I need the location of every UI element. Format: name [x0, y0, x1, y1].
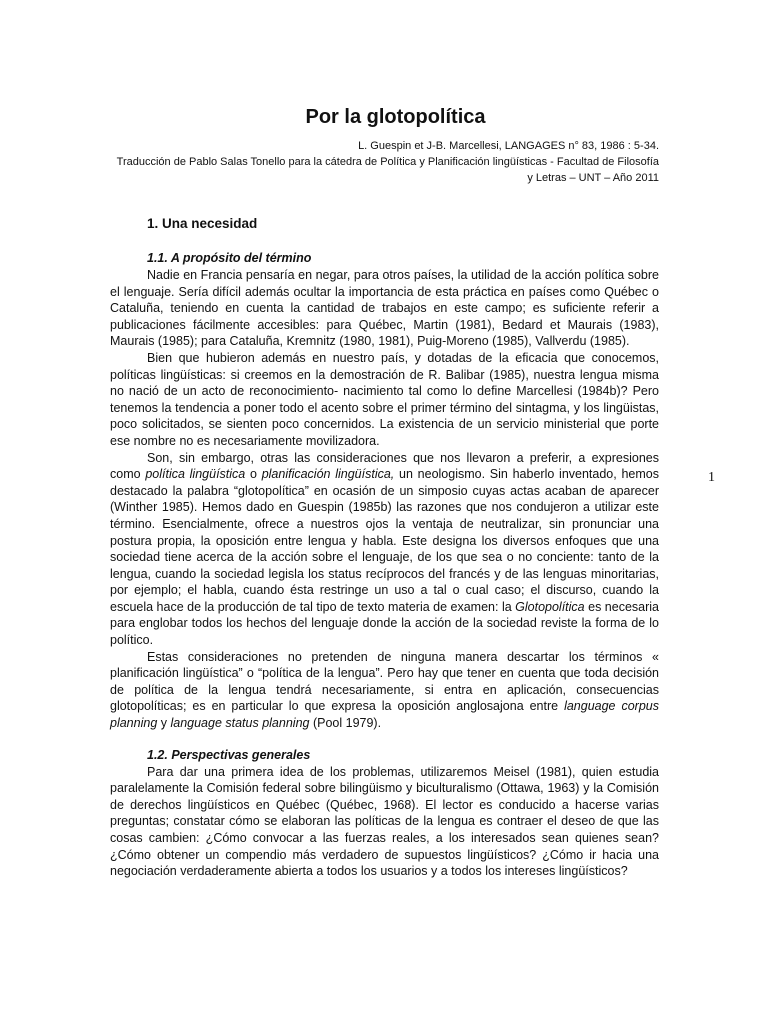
document-body	[110, 104, 659, 880]
paragraph-3: Son, sin embargo, otras las consideraciones que nos llevaron a preferir, a expresiones como política lingüística o planificación lingüística, un neologismo. Sin haberlo inventado, hemos destacado la palabra “glotopolítica” en ocasión de un simposio cuyas actas acaban de aparecer (Winther 1985). Hemos dado en Guespin (1985b) las razones que nos condujeron a utilizar este término. Esencialmente, ofrece a nuestros ojos la ventaja de neutralizar, sin pronunciar una postura propia, la oposición entre lengua y habla. Este designa los diversos enfoques que una sociedad tiene acerca de la acción sobre el lenguaje, de los que sea o no conciente: tanto de la lengua, cuando la sociedad legisla los status recíprocos del francés y de las lenguas minoritarias, por ejemplo; el habla, cuando ésta restringe un uso a tal o cual caso; el discurso, cuando la escuela hace de la producción de tal tipo de texto materia de examen: la Glotopolítica es necesaria para englobar todos los hechos del lenguaje donde la acción de la sociedad reviste la forma de lo político.	[110, 450, 659, 648]
paragraph-5: Para dar una primera idea de los problemas, utilizaremos Meisel (1981), quien estudia paralelamente la Comisión federal sobre bilingüismo y biculturalismo (Ottawa, 1963) y la Comisión de derechos lingüísticos en Québec (Québec, 1968). El lector es conducido a hacerse varias preguntas; constatar cómo se elaboran las políticas de la lengua es contraer el deseo de que las cosas cambien: ¿Cómo convocar a las fuerzas reales, a los interesados sean quienes sean? ¿Cómo obtener un compendio más verdadero de supuestos lingüísticos? ¿Cómo ir hacia una negociación verdaderamente abierta a todos los usuarios y a todos los intereses lingüísticos?	[110, 764, 659, 879]
subsection-heading-1-2: 1.2. Perspectivas generales	[147, 747, 311, 762]
paragraph-1: Nadie en Francia pensaría en negar, para otros países, la utilidad de la acción política sobre el lenguaje. Sería difícil además ocultar la importancia de esta práctica en países como Québec o Cataluña, teniendo en cuenta la cantidad de trabajos en este campo; es suficiente referir a publicaciones fácilmente accesibles: para Québec, Martin (1981), Bedard et Maurais (1983), Maurais (1985); para Cataluña, Kremnitz (1980, 1981), Puig-Moreno (1985), Vallverdu (1985).	[110, 268, 659, 349]
subsection-heading-1-1: 1.1. A propósito del término	[147, 251, 312, 265]
citation-line: L. Guespin et J-B. Marcellesi, LANGAGES n° 83, 1986 : 5-34.	[358, 140, 659, 152]
translation-credit: Traducción de Pablo Salas Tonello para la cátedra de Política y Planificación lingüísticas - Facultad de Filosofía y Letras – UNT – Año 2011	[116, 156, 659, 184]
section-heading-1: 1. Una necesidad	[147, 216, 258, 231]
paragraph-2: Bien que hubieron además en nuestro país, y dotadas de la eficacia que conocemos, políticas lingüísticas: si creemos en la demostración de R. Balibar (1985), nuestra lengua misma no nació de un acto de reconocimiento- nacimiento tal como lo define Marcellesi (1984b)? Pero tenemos la tendencia a poner todo el acento sobre el primer término del sintagma, y los lingüistas, poco solicitados, se sienten poco concernidos. La existencia de un servicio ministerial que porte ese nombre no es necesariamente movilizadora.	[110, 350, 659, 448]
document-title: Por la glotopolítica	[305, 106, 486, 128]
paragraph-4: Estas consideraciones no pretenden de ninguna manera descartar los términos « planificación lingüística” o “política de la lengua”. Pero hay que tener en cuenta que toda decisión de política de la lengua tendrá necesariamente, si entra en aplicación, consecuencias glotopolíticas; es en particular lo que expresa la oposición anglosajona entre language corpus planning y language status planning (Pool 1979).	[110, 649, 659, 731]
page-number: 1	[708, 470, 715, 485]
